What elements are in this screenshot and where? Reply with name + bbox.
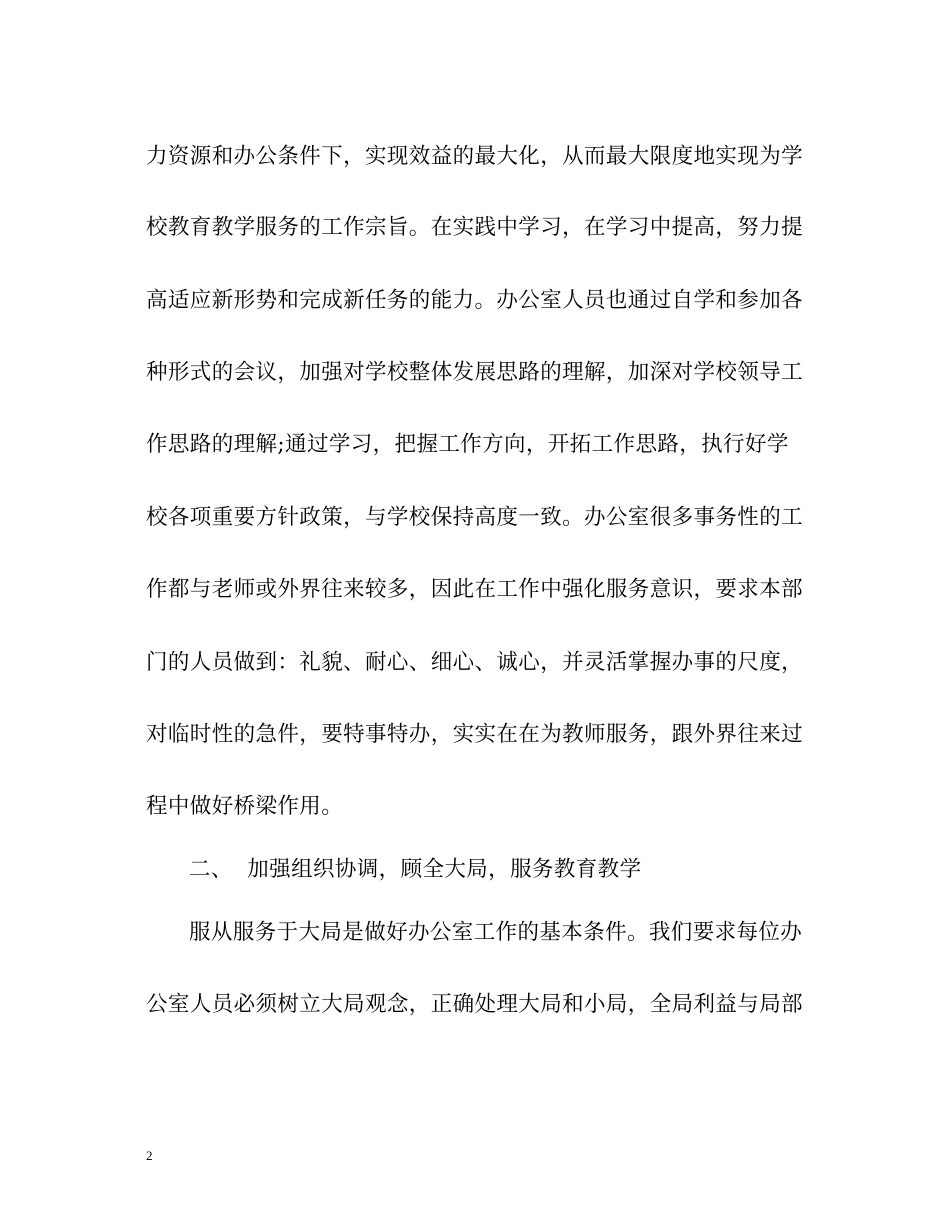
body-text-line: 门的人员做到：礼貌、耐心、细心、诚心，并灵活掌握办事的尺度， (146, 650, 804, 675)
body-text-line: 种形式的会议，加强对学校整体发展思路的理解，加深对学校领导工 (146, 360, 804, 385)
body-text-line: 高适应新形势和完成新任务的能力。办公室人员也通过自学和参加各 (146, 288, 804, 313)
page-number: 2 (146, 1148, 153, 1163)
body-text-line: 程中做好桥梁作用。 (146, 794, 344, 819)
body-text-line: 服从服务于大局是做好办公室工作的基本条件。我们要求每位办 (189, 920, 803, 945)
section-heading: 二、 加强组织协调，顾全大局，服务教育教学 (189, 857, 642, 882)
body-text-line: 作都与老师或外界往来较多，因此在工作中强化服务意识，要求本部 (146, 577, 804, 602)
body-text-line: 作思路的理解;通过学习，把握工作方向，开拓工作思路，执行好学 (146, 432, 789, 457)
body-text-line: 公室人员必须树立大局观念，正确处理大局和小局，全局利益与局部 (146, 992, 804, 1017)
body-text-line: 对临时性的急件，要特事特办，实实在在为教师服务，跟外界往来过 (146, 722, 804, 747)
body-text-line: 力资源和办公条件下，实现效益的最大化，从而最大限度地实现为学 (146, 144, 804, 169)
body-text-line: 校教育教学服务的工作宗旨。在实践中学习，在学习中提高，努力提 (146, 215, 804, 240)
body-text-line: 校各项重要方针政策，与学校保持高度一致。办公室很多事务性的工 (146, 505, 804, 530)
